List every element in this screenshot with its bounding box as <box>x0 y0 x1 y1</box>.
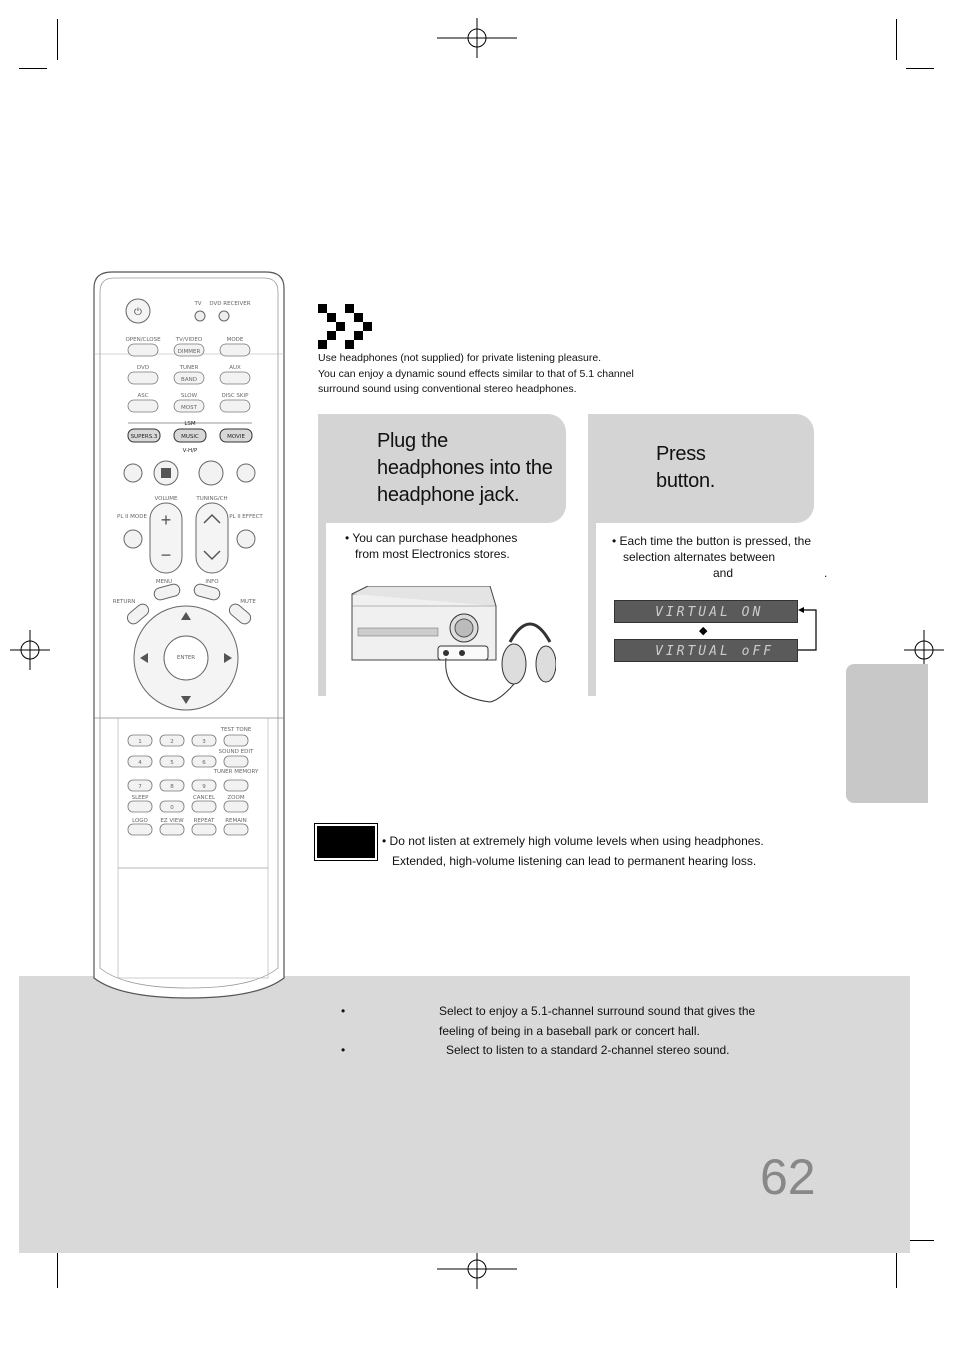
remote-label: DVD <box>136 365 150 371</box>
remote-label: TUNER <box>179 365 199 371</box>
remote-label: 5 <box>170 760 174 766</box>
remote-label: LOGO <box>132 818 148 824</box>
remote-label: MOST <box>181 405 197 411</box>
remote-label: TV/VIDEO <box>175 337 203 343</box>
remote-label: V-H/P <box>182 448 198 454</box>
remote-label: TV <box>194 301 202 307</box>
remote-label: DISC SKIP <box>221 393 249 399</box>
remote-label: 7 <box>138 784 142 790</box>
remote-label: 6 <box>202 760 206 766</box>
remote-label: VOLUME <box>154 496 178 502</box>
remote-label: 1 <box>138 739 142 745</box>
remote-label: MENU <box>155 579 173 585</box>
remote-label: TEST TONE <box>220 727 252 733</box>
remote-label: TUNING/CH <box>196 496 228 502</box>
remote-label: ASC <box>137 393 149 399</box>
crop-mark <box>19 68 47 69</box>
crop-mark <box>896 19 897 60</box>
svg-text:+: + <box>160 510 172 530</box>
remote-label: ZOOM <box>227 795 245 801</box>
step-2-note: • Each time the button is pressed, the selection alternates between and . <box>612 534 828 580</box>
remote-label: ENTER <box>176 655 196 661</box>
remote-label: LSM <box>184 421 196 427</box>
remote-label: DIMMER <box>177 349 201 355</box>
remote-label: SOUND EDIT <box>218 749 254 755</box>
step-2-bar <box>588 523 596 696</box>
crop-mark <box>906 1240 934 1241</box>
remote-label: MODE <box>226 337 244 343</box>
mode-description-2: • Select to listen to a standard 2-channel stereo sound. <box>341 1043 730 1057</box>
caution-text: • Do not listen at extremely high volume levels when using headphones. Extended, high-volume listening can lead to permanent hearing loss. <box>382 834 764 868</box>
crop-mark <box>896 1252 897 1288</box>
remote-label: OPEN/CLOSE <box>125 337 161 343</box>
remote-label: PL II MODE <box>117 514 147 520</box>
remote-label: REPEAT <box>193 818 215 824</box>
remote-label: BAND <box>181 377 197 383</box>
remote-label: TUNER MEMORY <box>213 769 259 775</box>
step-1-bar <box>318 523 326 696</box>
remote-control-illustration <box>88 268 290 1000</box>
remote-label: PL II EFFECT <box>229 514 263 520</box>
remote-label: 3 <box>202 739 206 745</box>
remote-label: MOVIE <box>227 434 245 440</box>
remote-label: DVD RECEIVER <box>209 301 251 307</box>
remote-label: 9 <box>202 784 206 790</box>
crop-mark <box>906 68 934 69</box>
step-2-title: Press button. <box>656 443 716 492</box>
mode-description-1: • Select to enjoy a 5.1-channel surround sound that gives the feeling of being in a baseball park or concert hall. <box>341 1004 756 1038</box>
remote-label: INFO <box>205 579 219 585</box>
remote-label: 4 <box>138 760 142 766</box>
remote-label: 8 <box>170 784 174 790</box>
toggle-arrow-icon <box>796 606 820 654</box>
step-1-title: Plug the headphones into the headphone jack. <box>377 430 553 506</box>
remote-label: CANCEL <box>192 795 216 801</box>
remote-label: SLEEP <box>131 795 149 801</box>
svg-text:⏻: ⏻ <box>134 307 142 318</box>
remote-label: REMAIN <box>225 818 247 824</box>
arrow-down-icon: ◆ <box>699 625 708 637</box>
registration-mark <box>437 18 517 58</box>
section-tab <box>846 664 928 803</box>
display-virtual-off: VIRTUAL oFF <box>614 639 798 662</box>
crop-mark <box>57 19 58 60</box>
remote-label: MUSIC <box>181 434 199 440</box>
crop-mark <box>57 1252 58 1288</box>
display-virtual-on: VIRTUAL ON <box>614 600 798 623</box>
page-number: 62 <box>760 1149 816 1205</box>
intro-text: Use headphones (not supplied) for private listening pleasure. You can enjoy a dynamic sound effects similar to that of 5.1 channel surround sound using conventional stereo headphones. <box>318 352 634 395</box>
receiver-headphones-illustration <box>350 586 556 708</box>
registration-mark <box>437 1249 517 1289</box>
remote-label: 2 <box>170 739 174 745</box>
remote-label: RETURN <box>112 599 136 605</box>
remote-label: MUTE <box>240 599 256 605</box>
remote-label: EZ VIEW <box>160 818 184 824</box>
step-1-note: • You can purchase headphones from most Electronics stores. <box>345 531 518 561</box>
registration-mark <box>10 630 50 670</box>
remote-label: AUX <box>229 365 241 371</box>
remote-label: 0 <box>170 805 174 811</box>
remote-label: SUPERS.3 <box>130 434 158 440</box>
svg-text:−: − <box>160 545 172 565</box>
headphone-pattern-icon <box>318 304 374 349</box>
caution-badge <box>315 824 377 860</box>
remote-label: SLOW <box>180 393 198 399</box>
